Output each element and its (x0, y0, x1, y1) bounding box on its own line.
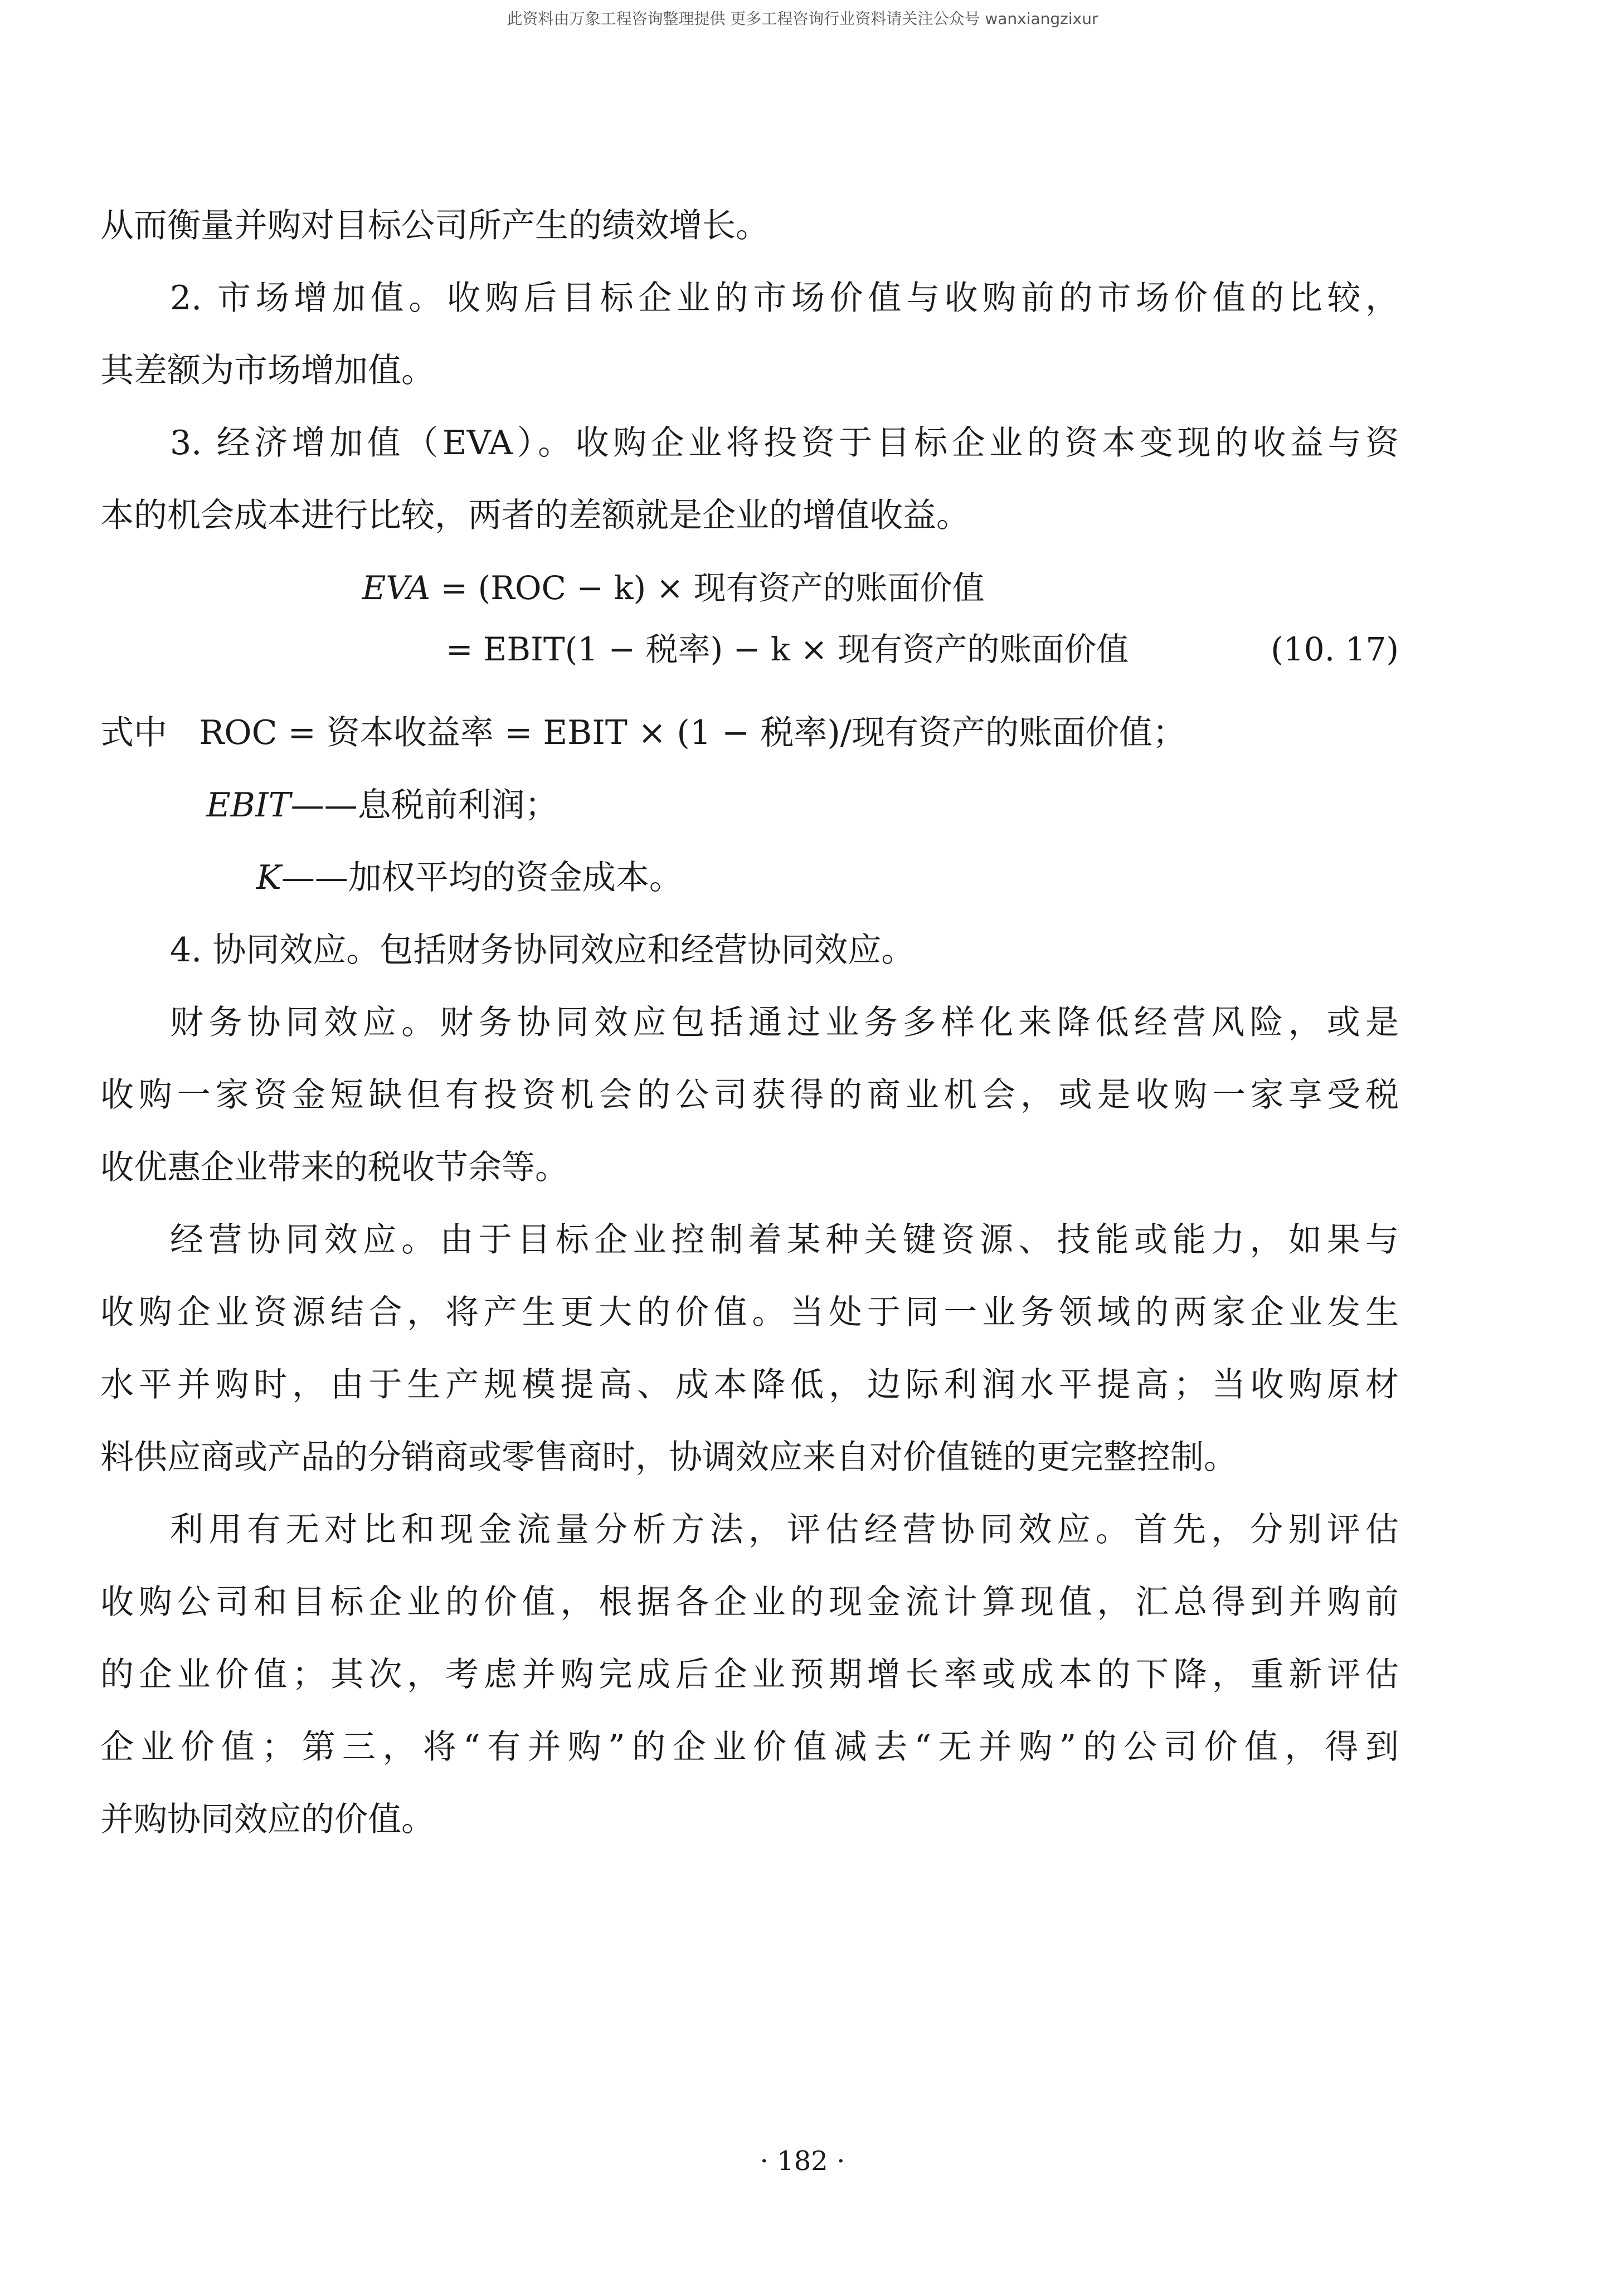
paragraph-line: 4. 协同效应。包括财务协同效应和经营协同效应。 (170, 931, 915, 970)
paragraph-line: 收购企业资源结合，将产生更大的价值。当处于同一业务领域的两家企业发生 (100, 1293, 1399, 1332)
paragraph-line: 其差额为市场增加值。 (100, 351, 435, 390)
definition-text: ——加权平均的资金成本。 (281, 858, 683, 897)
definition-prefix: 式中 (100, 713, 167, 752)
paragraph-line: 本的机会成本进行比较，两者的差额就是企业的增值收益。 (100, 496, 970, 535)
paragraph-line: 收购一家资金短缺但有投资机会的公司获得的商业机会，或是收购一家享受税 (100, 1076, 1399, 1115)
paragraph-line: 料供应商或产品的分销商或零售商时，协调效应来自对价值链的更完整控制。 (100, 1438, 1237, 1477)
page-body (100, 189, 1399, 1856)
paragraph-line: 利用有无对比和现金流量分析方法，评估经营协同效应。首先，分别评估 (170, 1510, 1399, 1549)
paragraph-line: 收优惠企业带来的税收节余等。 (100, 1148, 568, 1187)
definition-ebit (100, 769, 1399, 841)
header-watermark-note: 此资料由万象工程咨询整理提供 更多工程咨询行业资料请关注公众号 wanxiangzixur (507, 9, 1098, 28)
paragraph-line: 从而衡量并购对目标公司所产生的绩效增长。 (100, 206, 769, 245)
definition-k (100, 841, 1399, 914)
formula-line-2: = EBIT(1 − 税率) − k × 现有资产的账面价值 (446, 630, 1129, 668)
eva-formula (100, 552, 1399, 697)
paragraph-line: 3. 经济增加值（EVA）。收购企业将投资于目标企业的资本变现的收益与资 (170, 424, 1399, 463)
paragraph-line: 财务协同效应。财务协同效应包括通过业务多样化来降低经营风险，或是 (170, 1003, 1399, 1042)
formula-rhs-1: = (ROC − k) × 现有资产的账面价值 (430, 569, 985, 607)
definition-text: ROC = 资本收益率 = EBIT × (1 − 税率)/现有资产的账面价值； (199, 713, 1186, 752)
paragraph-line: 企业价值；第三，将“有并购”的企业价值减去“无并购”的公司价值，得到 (100, 1728, 1399, 1767)
paragraph-line: 水平并购时，由于生产规模提高、成本降低，边际利润水平提高；当收购原材 (100, 1365, 1399, 1404)
paragraph-line: 经营协同效应。由于目标企业控制着某种关键资源、技能或能力，如果与 (170, 1220, 1399, 1259)
paragraph-line: 并购协同效应的价值。 (100, 1800, 435, 1839)
paragraph-line: 收购公司和目标企业的价值，根据各企业的现金流计算现值，汇总得到并购前 (100, 1583, 1399, 1622)
definition-roc (100, 697, 1399, 769)
equation-number: (10. 17) (1271, 630, 1399, 668)
definition-term: EBIT (206, 786, 291, 825)
paragraph-line: 的企业价值；其次，考虑并购完成后企业预期增长率或成本的下降，重新评估 (100, 1655, 1399, 1694)
definition-text: ——息税前利润； (290, 786, 558, 825)
definition-term: K (256, 858, 281, 897)
formula-lhs: EVA (362, 569, 431, 607)
paragraph-line: 2. 市场增加值。收购后目标企业的市场价值与收购前的市场价值的比较， (170, 279, 1399, 318)
page-number: · 182 · (760, 2146, 845, 2177)
